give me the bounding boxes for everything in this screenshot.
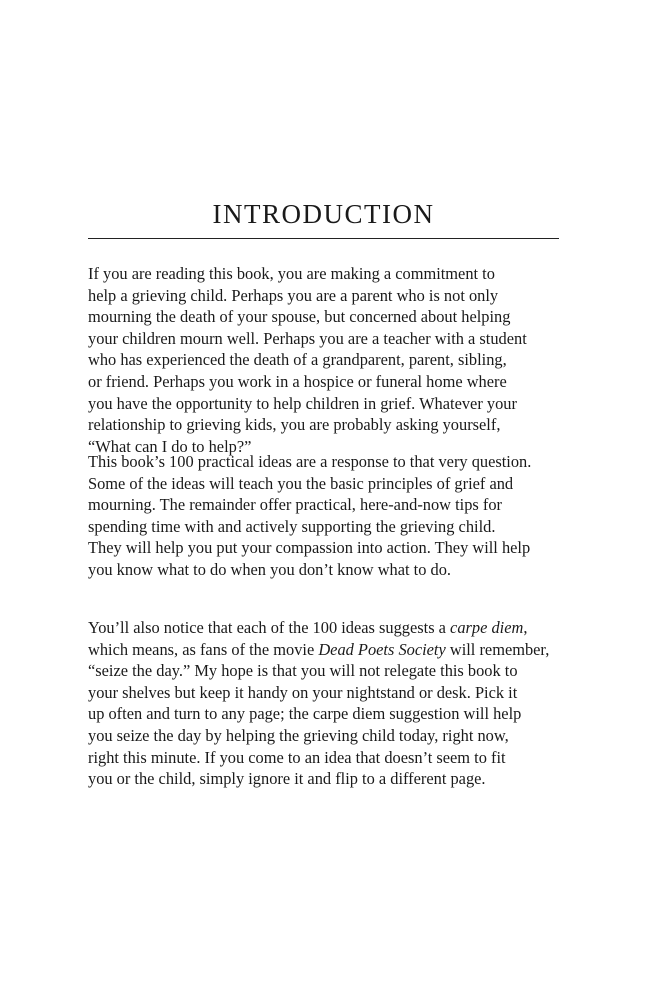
text-line: you know what to do when you don’t know what to do. (88, 559, 451, 579)
paragraph-3 (88, 617, 568, 790)
text-line: up often and turn to any page; the carpe diem suggestion will help (88, 704, 522, 724)
text-run: , (523, 618, 528, 637)
text-line: spending time with and actively supporting the grieving child. (88, 516, 496, 536)
text-line: Some of the ideas will teach you the basic principles of grief and (88, 473, 514, 493)
text-line: help a grieving child. Perhaps you are a parent who is not only (88, 285, 499, 305)
italic-term-carpe-diem: carpe diem (450, 618, 524, 637)
text-line: you have the opportunity to help children in grief. Whatever your (88, 393, 517, 413)
text-line: relationship to grieving kids, you are probably asking yourself, (88, 415, 501, 435)
text-line: “What can I do to help?” (88, 436, 252, 456)
text-run: will remember, (445, 639, 550, 659)
italic-movie-title: Dead Poets Society (318, 639, 446, 659)
text-line: They will help you put your compassion into action. They will help (88, 538, 531, 558)
text-line: mourning. The remainder offer practical, here-and-now tips for (88, 495, 503, 515)
text-line: right this minute. If you come to an idea that doesn’t seem to fit (88, 747, 506, 767)
text-line: your children mourn well. Perhaps you are a teacher with a student (88, 328, 527, 348)
paragraph-2 (88, 451, 568, 581)
text-line: or friend. Perhaps you work in a hospice or funeral home where (88, 371, 507, 391)
title-rule (88, 238, 559, 239)
text-line: mourning the death of your spouse, but concerned about helping (88, 307, 511, 327)
text-line (88, 617, 568, 639)
text-run: which means, as fans of the movie (88, 639, 319, 659)
text-line: who has experienced the death of a grandparent, parent, sibling, (88, 350, 507, 370)
chapter-title: INTRODUCTION (212, 199, 435, 229)
text-line: This book’s 100 practical ideas are a response to that very question. (88, 452, 532, 471)
text-line: you seize the day by helping the grieving child today, right now, (88, 725, 509, 745)
text-line: “seize the day.” My hope is that you will not relegate this book to (88, 661, 518, 681)
text-line: you or the child, simply ignore it and flip to a different page. (88, 769, 486, 789)
text-line: If you are reading this book, you are making a commitment to (88, 264, 495, 283)
text-line (88, 639, 568, 661)
paragraph-1 (88, 263, 568, 457)
text-run: You’ll also notice that each of the 100 ideas suggests a (88, 618, 451, 637)
text-line: your shelves but keep it handy on your nightstand or desk. Pick it (88, 682, 518, 702)
